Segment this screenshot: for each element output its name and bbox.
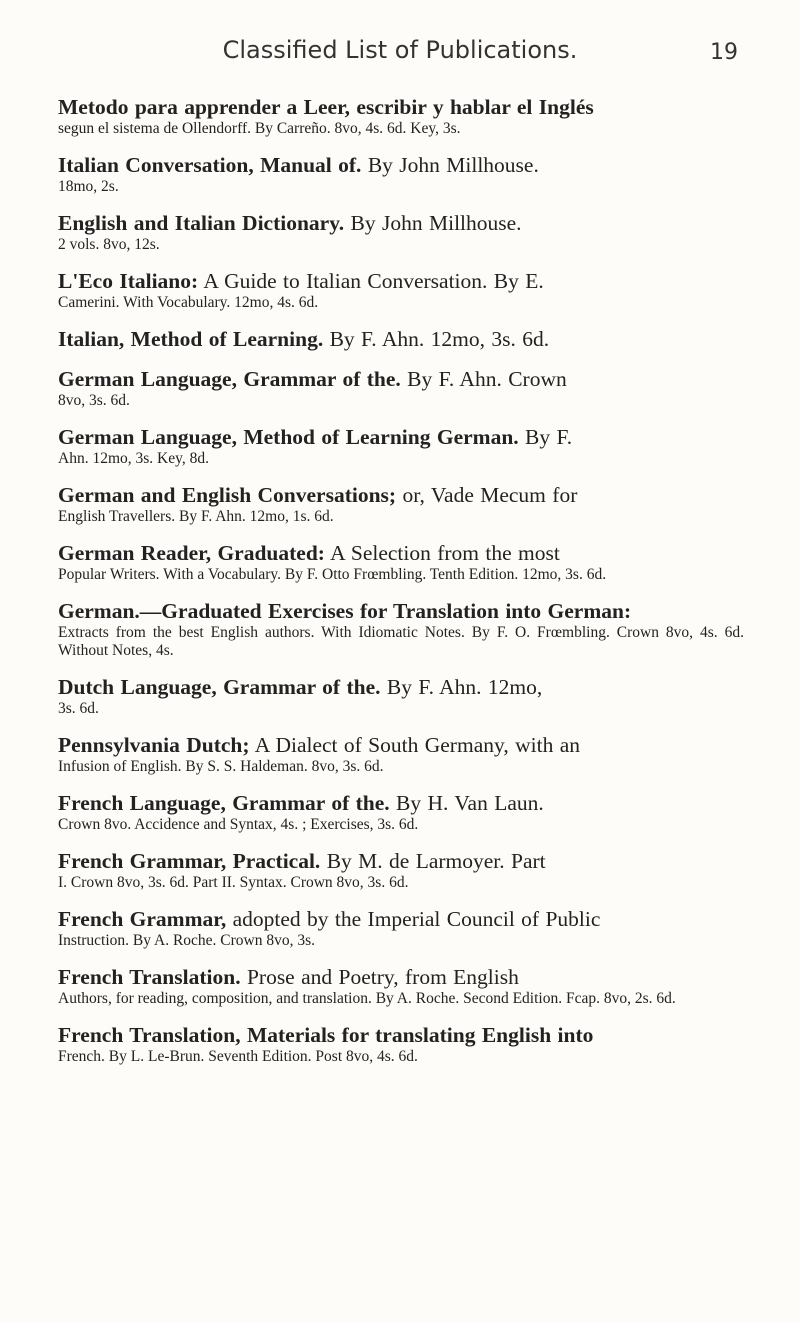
publication-list [58,94,744,1080]
publication-entry [58,210,744,254]
entry-heading [58,1022,744,1048]
entry-author: A Dialect of South Germany, with an [249,733,580,757]
entry-detail: French. By L. Le-Brun. Seventh Edition. Post 8vo, 4s. 6d. [58,1048,418,1065]
entry-heading [58,424,744,450]
entry-heading [58,964,744,990]
publication-entry [58,790,744,834]
entry-detail: 8vo, 3s. 6d. [58,392,130,409]
entry-heading [58,326,744,352]
entry-title: French Translation, Materials for translating English into [58,1023,594,1047]
entry-title: German Reader, Graduated: [58,541,325,565]
publication-entry [58,1022,744,1066]
publication-entry [58,732,744,776]
entry-heading [58,598,744,624]
entry-title: German.—Graduated Exercises for Translation into German: [58,599,632,623]
entry-detail: Ahn. 12mo, 3s. Key, 8d. [58,450,209,467]
page-number: 19 [710,40,738,65]
entry-detail: Authors, for reading, composition, and translation. By A. Roche. Second Edition. Fcap. 8vo, 2s. 6d. [58,990,676,1007]
entry-heading [58,906,744,932]
entry-detail: segun el sistema de Ollendorff. By Carreño. 8vo, 4s. 6d. Key, 3s. [58,120,461,137]
entry-detail: English Travellers. By F. Ahn. 12mo, 1s. 6d. [58,508,334,525]
entry-title: French Language, Grammar of the. [58,791,390,815]
entry-detail: 3s. 6d. [58,700,99,717]
publication-entry [58,326,744,352]
publication-entry [58,94,744,138]
entry-author: By John Millhouse. [361,153,539,177]
publication-entry [58,906,744,950]
entry-author: By H. Van Laun. [389,791,544,815]
entry-author: adopted by the Imperial Council of Public [226,907,601,931]
entry-title: French Grammar, [58,907,227,931]
entry-heading [58,674,744,700]
entry-detail: Extracts from the best English authors. With Idiomatic Notes. By F. O. Frœmbling. Crown 8vo, 4s. 6d. Without Notes, 4s. [58,624,744,659]
entry-title: L'Eco Italiano: [58,269,199,293]
entry-author: A Selection from the most [324,541,560,565]
publication-entry [58,268,744,312]
publication-entry [58,848,744,892]
entry-detail: Instruction. By A. Roche. Crown 8vo, 3s. [58,932,316,949]
entry-detail: Crown 8vo. Accidence and Syntax, 4s. ; Exercises, 3s. 6d. [58,816,419,833]
entry-heading [58,790,744,816]
publication-entry [58,152,744,196]
entry-author: or, Vade Mecum for [396,483,578,507]
publication-entry [58,674,744,718]
entry-title: German Language, Method of Learning German. [58,425,519,449]
entry-title: Dutch Language, Grammar of the. [58,675,381,699]
entry-heading [58,268,744,294]
running-head: Classified List of Publications. [222,36,578,64]
entry-heading [58,210,744,236]
entry-heading [58,482,744,508]
entry-detail: Infusion of English. By S. S. Haldeman. 8vo, 3s. 6d. [58,758,384,775]
entry-heading [58,366,744,392]
publication-entry [58,540,744,584]
entry-heading [58,152,744,178]
entry-heading [58,540,744,566]
entry-author: By F. Ahn. 12mo, 3s. 6d. [323,327,550,351]
entry-heading [58,848,744,874]
entry-heading [58,732,744,758]
entry-author: By F. Ahn. Crown [400,367,567,391]
entry-title: Italian Conversation, Manual of. [58,153,362,177]
entry-detail: Camerini. With Vocabulary. 12mo, 4s. 6d. [58,294,319,311]
entry-title: Metodo para apprender a Leer, escribir y hablar el Inglés [58,95,594,119]
entry-title: Italian, Method of Learning. [58,327,324,351]
entry-author: By John Millhouse. [344,211,522,235]
entry-title: French Translation. [58,965,241,989]
entry-author: By F. [518,425,573,449]
entry-detail: 2 vols. 8vo, 12s. [58,236,160,253]
entry-title: French Grammar, Practical. [58,849,321,873]
publication-entry [58,964,744,1008]
publication-entry [58,424,744,468]
entry-detail: Popular Writers. With a Vocabulary. By F. Otto Frœmbling. Tenth Edition. 12mo, 3s. 6d. [58,566,607,583]
publication-entry [58,482,744,526]
entry-detail: I. Crown 8vo, 3s. 6d. Part II. Syntax. Crown 8vo, 3s. 6d. [58,874,409,891]
entry-title: German and English Conversations; [58,483,397,507]
entry-author: By F. Ahn. 12mo, [380,675,543,699]
entry-author: A Guide to Italian Conversation. By E. [198,269,544,293]
entry-title: Pennsylvania Dutch; [58,733,250,757]
publication-entry [58,598,744,660]
page-header [0,36,800,76]
entry-detail: 18mo, 2s. [58,178,119,195]
entry-title: German Language, Grammar of the. [58,367,401,391]
entry-heading [58,94,744,120]
publication-entry [58,366,744,410]
entry-title: English and Italian Dictionary. [58,211,345,235]
entry-author: Prose and Poetry, from English [240,965,519,989]
entry-author: By M. de Larmoyer. Part [320,849,546,873]
